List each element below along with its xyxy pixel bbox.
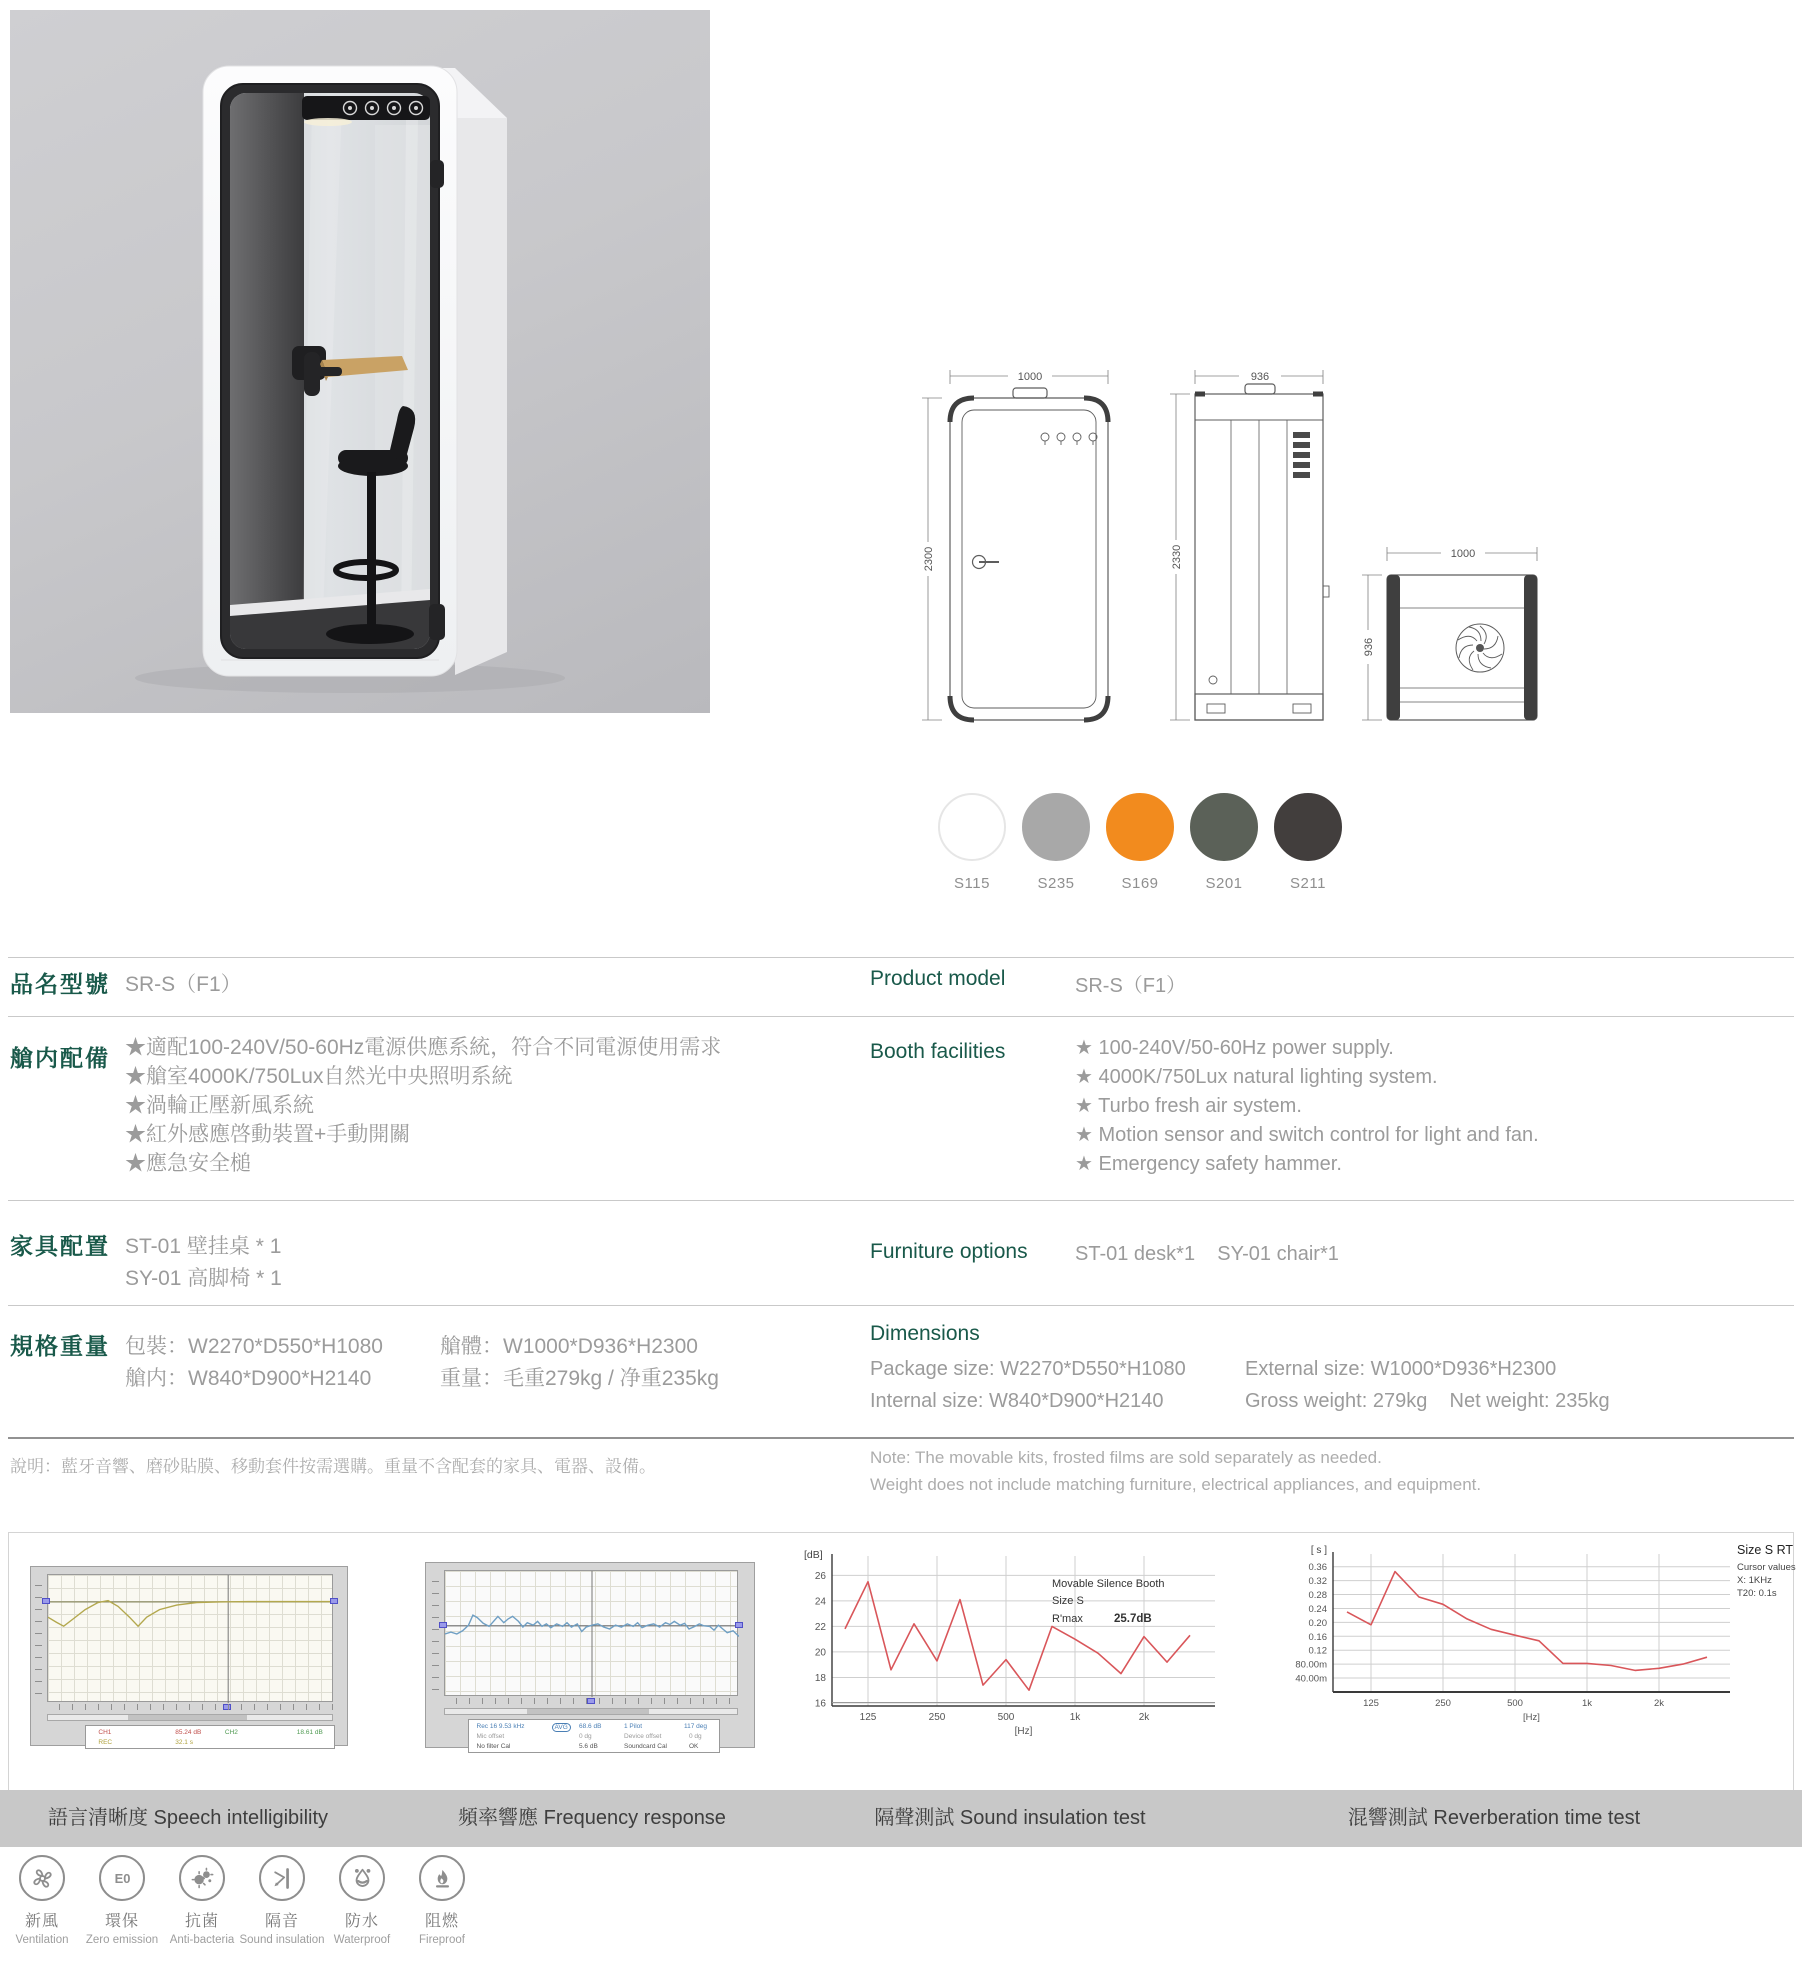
svg-text:E0: E0 bbox=[114, 1870, 130, 1886]
svg-text:20: 20 bbox=[814, 1647, 826, 1659]
side-width-dim: 936 bbox=[1250, 371, 1270, 383]
svg-text:0.28: 0.28 bbox=[1308, 1590, 1327, 1602]
sc-status bbox=[468, 1719, 720, 1753]
svg-text:[Hz]: [Hz] bbox=[1014, 1726, 1033, 1737]
facilities-label-zh: 艙内配備 bbox=[10, 1045, 110, 1071]
dimension-lines bbox=[922, 370, 1537, 720]
chart-label-insulation: 隔聲測試 Sound insulation test bbox=[874, 1807, 1146, 1829]
facility-item: ★ 4000K/750Lux natural lighting system. bbox=[1075, 1066, 1438, 1088]
sc-plot bbox=[444, 1570, 738, 1696]
sc-status-row bbox=[469, 1742, 719, 1752]
fan-icon bbox=[19, 1855, 65, 1901]
note-zh: 說明：藍牙音響、磨砂貼膜、移動套件按需選購。重量不含配套的家具、電器、設備。 bbox=[10, 1457, 656, 1476]
swatch-S211[interactable] bbox=[1266, 793, 1350, 892]
sc-scroll bbox=[444, 1708, 738, 1715]
sc-yticks bbox=[35, 1574, 42, 1702]
sound-insulation-chart bbox=[790, 1545, 1220, 1745]
svg-text:40.00m: 40.00m bbox=[1295, 1673, 1327, 1685]
top-depth-dim: 936 bbox=[1363, 637, 1375, 657]
sc-status-text: 0 dg bbox=[689, 1733, 702, 1740]
swatch-circle[interactable] bbox=[938, 793, 1006, 861]
bacteria-icon bbox=[179, 1855, 225, 1901]
fireproof-icon bbox=[419, 1855, 465, 1901]
front-width-dim: 1000 bbox=[1017, 371, 1043, 383]
feature-waterproof bbox=[322, 1855, 402, 1946]
package-size-en: Package size: W2270*D550*H1080 bbox=[870, 1358, 1186, 1380]
feature-label-en: Ventilation bbox=[15, 1934, 69, 1946]
svg-text:X: 1KHz: X: 1KHz bbox=[1737, 1575, 1772, 1586]
sc-status-row bbox=[86, 1738, 334, 1748]
sc-status-text: 68.6 dB bbox=[579, 1723, 602, 1730]
sc-status-text: Mic offset bbox=[476, 1733, 505, 1740]
facilities-list-en bbox=[1075, 1034, 1539, 1179]
feature-label-en: Zero emission bbox=[85, 1934, 159, 1946]
facility-item: ★艙室4000K/750Lux自然光中央照明系統 bbox=[125, 1065, 513, 1088]
facility-item: ★紅外感應啓動裝置+手動開關 bbox=[125, 1123, 411, 1146]
feature-sound-insulation bbox=[239, 1855, 325, 1946]
internal-size-zh: 艙内：W840*D900*H2140 bbox=[125, 1367, 372, 1390]
front-height-dim: 2300 bbox=[923, 546, 935, 572]
model-label-en: Product model bbox=[870, 967, 1006, 990]
sc-status-text: 117 deg bbox=[684, 1723, 708, 1730]
swatch-code: S169 bbox=[1121, 875, 1159, 892]
svg-text:0.36: 0.36 bbox=[1308, 1562, 1327, 1574]
sc-status-text: 5.6 dB bbox=[579, 1743, 598, 1750]
svg-text:Size S: Size S bbox=[1052, 1595, 1084, 1607]
swatch-S169[interactable] bbox=[1098, 793, 1182, 892]
feature-label-en: Fireproof bbox=[418, 1934, 466, 1946]
svg-text:0.32: 0.32 bbox=[1308, 1576, 1327, 1588]
feature-label-en: Waterproof bbox=[333, 1934, 391, 1946]
svg-text:0.24: 0.24 bbox=[1308, 1603, 1327, 1615]
sc-thumb[interactable] bbox=[128, 1715, 247, 1720]
chart-labels-bar bbox=[0, 1790, 1802, 1847]
svg-text:[ s ]: [ s ] bbox=[1310, 1545, 1327, 1556]
feature-icons-row bbox=[2, 1855, 482, 1946]
dims-label-zh: 規格重量 bbox=[10, 1333, 110, 1359]
weight-en: Gross weight: 279kg Net weight: 235kg bbox=[1245, 1390, 1610, 1412]
sc-mark bbox=[735, 1622, 743, 1628]
dims-label-en: Dimensions bbox=[870, 1322, 980, 1345]
svg-text:[dB]: [dB] bbox=[804, 1549, 823, 1561]
svg-text:1k: 1k bbox=[1581, 1698, 1593, 1709]
svg-text:Size S RT: Size S RT bbox=[1737, 1543, 1794, 1557]
svg-text:80.00m: 80.00m bbox=[1295, 1659, 1327, 1671]
sc-status-text: REC bbox=[98, 1739, 113, 1746]
svg-text:2k: 2k bbox=[1653, 1698, 1665, 1709]
facility-item: ★適配100-240V/50-60Hz電源供應系統，符合不同電源使用需求 bbox=[125, 1036, 722, 1059]
feature-zero-emission bbox=[82, 1855, 162, 1946]
svg-text:Cursor values: Cursor values bbox=[1737, 1562, 1796, 1573]
speech-intelligibility-chart bbox=[30, 1566, 348, 1746]
sc-status-row bbox=[86, 1728, 334, 1738]
sc-status-row bbox=[469, 1732, 719, 1742]
svg-text:[Hz]: [Hz] bbox=[1523, 1712, 1540, 1723]
sc-thumb[interactable] bbox=[527, 1709, 650, 1714]
svg-text:125: 125 bbox=[859, 1712, 877, 1723]
sc-status-text: Rec 16 9.53 kHz bbox=[476, 1723, 525, 1730]
swatch-circle[interactable] bbox=[1190, 793, 1258, 861]
svg-text:26: 26 bbox=[814, 1570, 826, 1582]
sc-status-text: 85.24 dB bbox=[175, 1729, 202, 1736]
furniture-label-zh: 家具配置 bbox=[10, 1233, 110, 1259]
sound-insulation-icon bbox=[259, 1855, 305, 1901]
chart-label-speech: 語言清晰度 Speech intelligibility bbox=[47, 1807, 329, 1829]
feature-label-zh: 隔音 bbox=[264, 1913, 299, 1930]
svg-text:24: 24 bbox=[814, 1596, 826, 1608]
facility-item: ★ Emergency safety hammer. bbox=[1075, 1153, 1342, 1175]
top-view-drawing bbox=[1387, 575, 1537, 720]
sc-plot bbox=[47, 1574, 333, 1702]
feature-fireproof bbox=[402, 1855, 482, 1946]
svg-text:500: 500 bbox=[1507, 1698, 1523, 1709]
swatch-circle[interactable] bbox=[1274, 793, 1342, 861]
top-width-dim: 1000 bbox=[1450, 548, 1476, 560]
svg-text:0.16: 0.16 bbox=[1308, 1631, 1327, 1643]
sc-status-row bbox=[469, 1722, 719, 1732]
feature-anti-bacteria bbox=[162, 1855, 242, 1946]
facilities-list-zh bbox=[125, 1033, 721, 1178]
furniture-item-1-zh: ST-01 壁挂桌 * 1 bbox=[125, 1235, 282, 1258]
divider bbox=[8, 1305, 1794, 1306]
swatch-code: S235 bbox=[1037, 875, 1075, 892]
sc-status-text: 32.1 s bbox=[175, 1739, 193, 1746]
front-view-drawing bbox=[950, 388, 1108, 720]
sc-mark bbox=[439, 1622, 447, 1628]
facility-item: ★渦輪正壓新風系統 bbox=[125, 1094, 314, 1117]
svg-text:Movable Silence Booth: Movable Silence Booth bbox=[1052, 1578, 1165, 1590]
divider bbox=[8, 1437, 1794, 1439]
weight-zh: 重量：毛重279kg / 净重235kg bbox=[440, 1367, 719, 1390]
svg-text:250: 250 bbox=[928, 1712, 946, 1723]
sc-mark bbox=[42, 1598, 50, 1604]
svg-text:1k: 1k bbox=[1069, 1712, 1081, 1723]
swatch-S201[interactable] bbox=[1182, 793, 1266, 892]
svg-text:22: 22 bbox=[814, 1621, 826, 1633]
svg-text:18: 18 bbox=[814, 1672, 826, 1684]
swatch-code: S201 bbox=[1205, 875, 1243, 892]
model-value-en: SR-S（F1） bbox=[1075, 975, 1187, 997]
svg-text:125: 125 bbox=[1363, 1698, 1379, 1709]
feature-label-zh: 阻燃 bbox=[424, 1913, 459, 1930]
feature-label-zh: 抗菌 bbox=[184, 1913, 219, 1930]
facilities-label-en: Booth facilities bbox=[870, 1040, 1006, 1063]
color-swatches bbox=[930, 793, 1350, 892]
technical-drawings bbox=[895, 290, 1565, 755]
model-value-zh: SR-S（F1） bbox=[125, 973, 242, 996]
sc-status-text: No filter Cal bbox=[476, 1743, 511, 1750]
divider bbox=[8, 1200, 1794, 1201]
feature-label-zh: 新風 bbox=[24, 1913, 59, 1930]
product-photo bbox=[10, 10, 710, 713]
sc-status-text: OK bbox=[689, 1743, 699, 1750]
swatch-circle[interactable] bbox=[1106, 793, 1174, 861]
model-label-zh: 品名型號 bbox=[10, 971, 110, 997]
divider bbox=[8, 957, 1794, 958]
feature-label-en: Anti-bacteria bbox=[169, 1934, 235, 1946]
sc-status bbox=[85, 1725, 335, 1749]
sc-status-text: Device offset bbox=[624, 1733, 662, 1740]
sc-status-text: CH2 bbox=[224, 1729, 238, 1736]
facility-item: ★應急安全槌 bbox=[125, 1152, 251, 1175]
sc-scroll bbox=[47, 1714, 333, 1721]
reverberation-time-chart bbox=[1275, 1540, 1802, 1735]
feature-label-zh: 環保 bbox=[104, 1913, 139, 1930]
sc-mark bbox=[330, 1598, 338, 1604]
note-en-line2: Weight does not include matching furniture, electrical appliances, and equipment. bbox=[870, 1475, 1482, 1494]
package-size-zh: 包裝：W2270*D550*H1080 bbox=[125, 1335, 383, 1358]
sc-status-text: 1 Pilot bbox=[624, 1723, 643, 1730]
booth-illustration bbox=[10, 10, 710, 713]
e0-icon bbox=[99, 1855, 145, 1901]
waterproof-icon bbox=[339, 1855, 385, 1901]
swatch-circle[interactable] bbox=[1022, 793, 1090, 861]
sc-status-text: 18.61 dB bbox=[296, 1729, 323, 1736]
external-size-en: External size: W1000*D936*H2300 bbox=[1245, 1358, 1557, 1380]
facility-item: ★ Turbo fresh air system. bbox=[1075, 1095, 1302, 1117]
internal-size-en: Internal size: W840*D900*H2140 bbox=[870, 1390, 1164, 1412]
furniture-item-2-zh: SY-01 高脚椅 * 1 bbox=[125, 1267, 282, 1290]
feature-ventilation bbox=[2, 1855, 82, 1946]
side-view-drawing bbox=[1195, 384, 1329, 720]
facility-item: ★ Motion sensor and switch control for light and fan. bbox=[1075, 1124, 1539, 1146]
chart-label-frequency: 頻率響應 Frequency response bbox=[458, 1807, 726, 1829]
swatch-S235[interactable] bbox=[1014, 793, 1098, 892]
sc-xticks bbox=[47, 1704, 333, 1710]
svg-text:2k: 2k bbox=[1138, 1712, 1150, 1723]
side-height-dim: 2330 bbox=[1171, 544, 1183, 570]
furniture-label-en: Furniture options bbox=[870, 1240, 1028, 1263]
svg-text:T20: 0.1s: T20: 0.1s bbox=[1737, 1588, 1777, 1599]
chart-label-reverberation: 混響測試 Reverberation time test bbox=[1347, 1807, 1641, 1829]
swatch-S115[interactable] bbox=[930, 793, 1014, 892]
sc-status-text: CH1 bbox=[98, 1729, 112, 1736]
note-en-line1: Note: The movable kits, frosted films are sold separately as needed. bbox=[870, 1448, 1382, 1467]
frequency-response-chart bbox=[425, 1562, 755, 1748]
svg-text:16: 16 bbox=[814, 1698, 826, 1710]
svg-text:R'max: R'max bbox=[1052, 1613, 1083, 1625]
sc-status-text: AVG bbox=[552, 1723, 571, 1732]
furniture-value-en: ST-01 desk*1 SY-01 chair*1 bbox=[1075, 1243, 1339, 1265]
sc-xticks bbox=[444, 1698, 738, 1704]
divider bbox=[8, 1016, 1794, 1017]
feature-label-en: Sound insulation bbox=[239, 1934, 325, 1946]
swatch-code: S211 bbox=[1290, 875, 1326, 892]
external-size-zh: 艙體：W1000*D936*H2300 bbox=[440, 1335, 698, 1358]
svg-text:250: 250 bbox=[1435, 1698, 1451, 1709]
sc-status-text: Soundcard Cal bbox=[624, 1743, 667, 1750]
svg-text:500: 500 bbox=[997, 1712, 1015, 1723]
sc-status-text: 0 dg bbox=[579, 1733, 592, 1740]
facility-item: ★ 100-240V/50-60Hz power supply. bbox=[1075, 1037, 1394, 1059]
svg-text:25.7dB: 25.7dB bbox=[1114, 1613, 1152, 1625]
svg-text:0.12: 0.12 bbox=[1308, 1645, 1327, 1657]
swatch-code: S115 bbox=[954, 875, 990, 892]
sc-yticks bbox=[432, 1570, 439, 1696]
feature-label-zh: 防水 bbox=[344, 1913, 379, 1930]
svg-text:0.20: 0.20 bbox=[1308, 1617, 1327, 1629]
